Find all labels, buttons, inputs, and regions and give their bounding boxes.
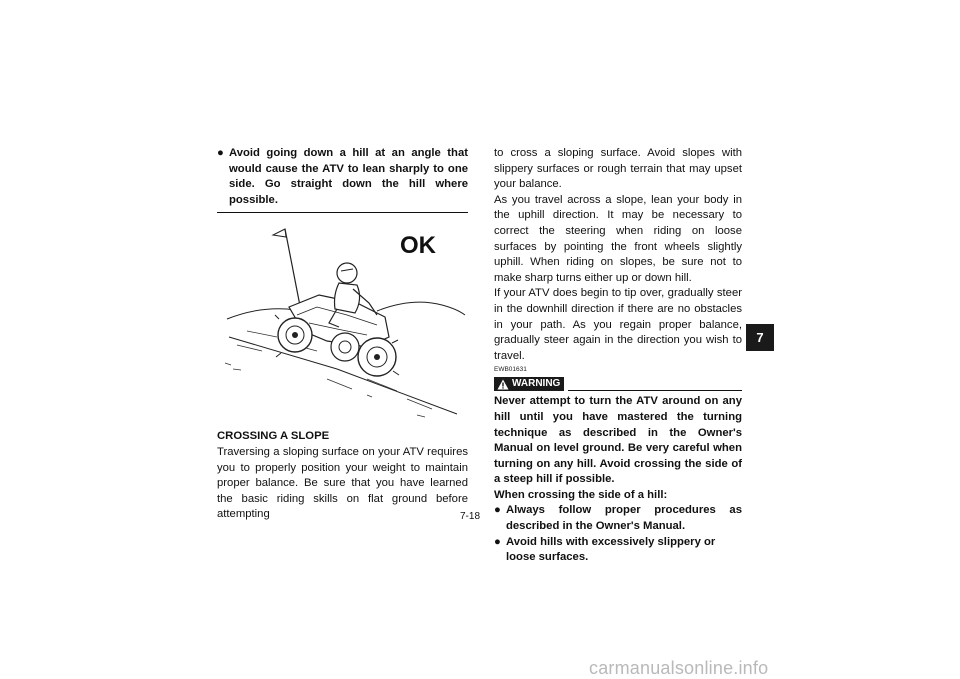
warning-label: WARNING bbox=[512, 378, 561, 390]
warning-bullet-text: Always follow proper procedures as described in the Owner's Manual. bbox=[506, 504, 742, 533]
warning-subhead: When crossing the side of a hill: bbox=[494, 488, 668, 501]
hill-bullet bbox=[217, 146, 468, 208]
ok-label: OK bbox=[400, 232, 436, 260]
footer-watermark[interactable]: carmanualsonline.info bbox=[589, 658, 769, 678]
slope-paragraph: Traversing a sloping surface on your ATV requires you to properly position your weight to maintain proper balance. Be sure that you have learned the basic riding skills on flat ground before attempting bbox=[217, 445, 468, 521]
warning-header bbox=[494, 375, 742, 391]
warning-bullet-1 bbox=[494, 503, 742, 534]
paragraph-2: As you travel across a slope, lean your body in the uphill direction. It may be necessary to correct the steering when riding on loose surfaces by pointing the front wheels slightly uphill. When riding on slopes, be sure not to make sharp turns either up or down hill. bbox=[494, 193, 742, 284]
atv-slope-drawing bbox=[217, 219, 468, 419]
atv-illustration bbox=[217, 219, 468, 419]
warning-bullet-2 bbox=[494, 535, 742, 566]
right-column bbox=[494, 146, 742, 566]
bullet-icon: ● bbox=[217, 147, 224, 159]
warning-bullet-text: Avoid hills with excessively slippery or loose surfaces. bbox=[506, 535, 716, 564]
chapter-tab: 7 bbox=[746, 324, 774, 351]
paragraph-1: to cross a sloping surface. Avoid slopes with slippery surfaces or rough terrain that may upset your balance. bbox=[494, 147, 742, 191]
page-number: 7-18 bbox=[460, 511, 481, 522]
left-column bbox=[217, 146, 468, 523]
hill-bullet-text: Avoid going down a hill at an angle that would cause the ATV to lean sharply to one side. Go straight down the hill where possible. bbox=[229, 147, 468, 206]
section-heading: CROSSING A SLOPE bbox=[217, 430, 330, 443]
bullet-icon: ● bbox=[494, 504, 501, 517]
paragraph-3: If your ATV does begin to tip over, gradually steer in the downhill direction if there are no obstacles in your path. As you regain proper balance, gradually steer again in the direction you wish to travel. bbox=[494, 287, 742, 362]
warning-badge bbox=[494, 377, 564, 391]
bullet-icon: ● bbox=[494, 535, 501, 548]
warning-code: EWB01631 bbox=[494, 366, 527, 374]
divider bbox=[217, 212, 468, 213]
warning-text: Never attempt to turn the ATV around on any hill until you have mastered the turning technique as described in the Owner's Manual on level ground. Be very careful when turning on any hill. Avoid crossing the side of a steep hill if possible. bbox=[494, 395, 742, 486]
warning-triangle-icon bbox=[497, 379, 509, 390]
warning-rule bbox=[568, 390, 742, 391]
